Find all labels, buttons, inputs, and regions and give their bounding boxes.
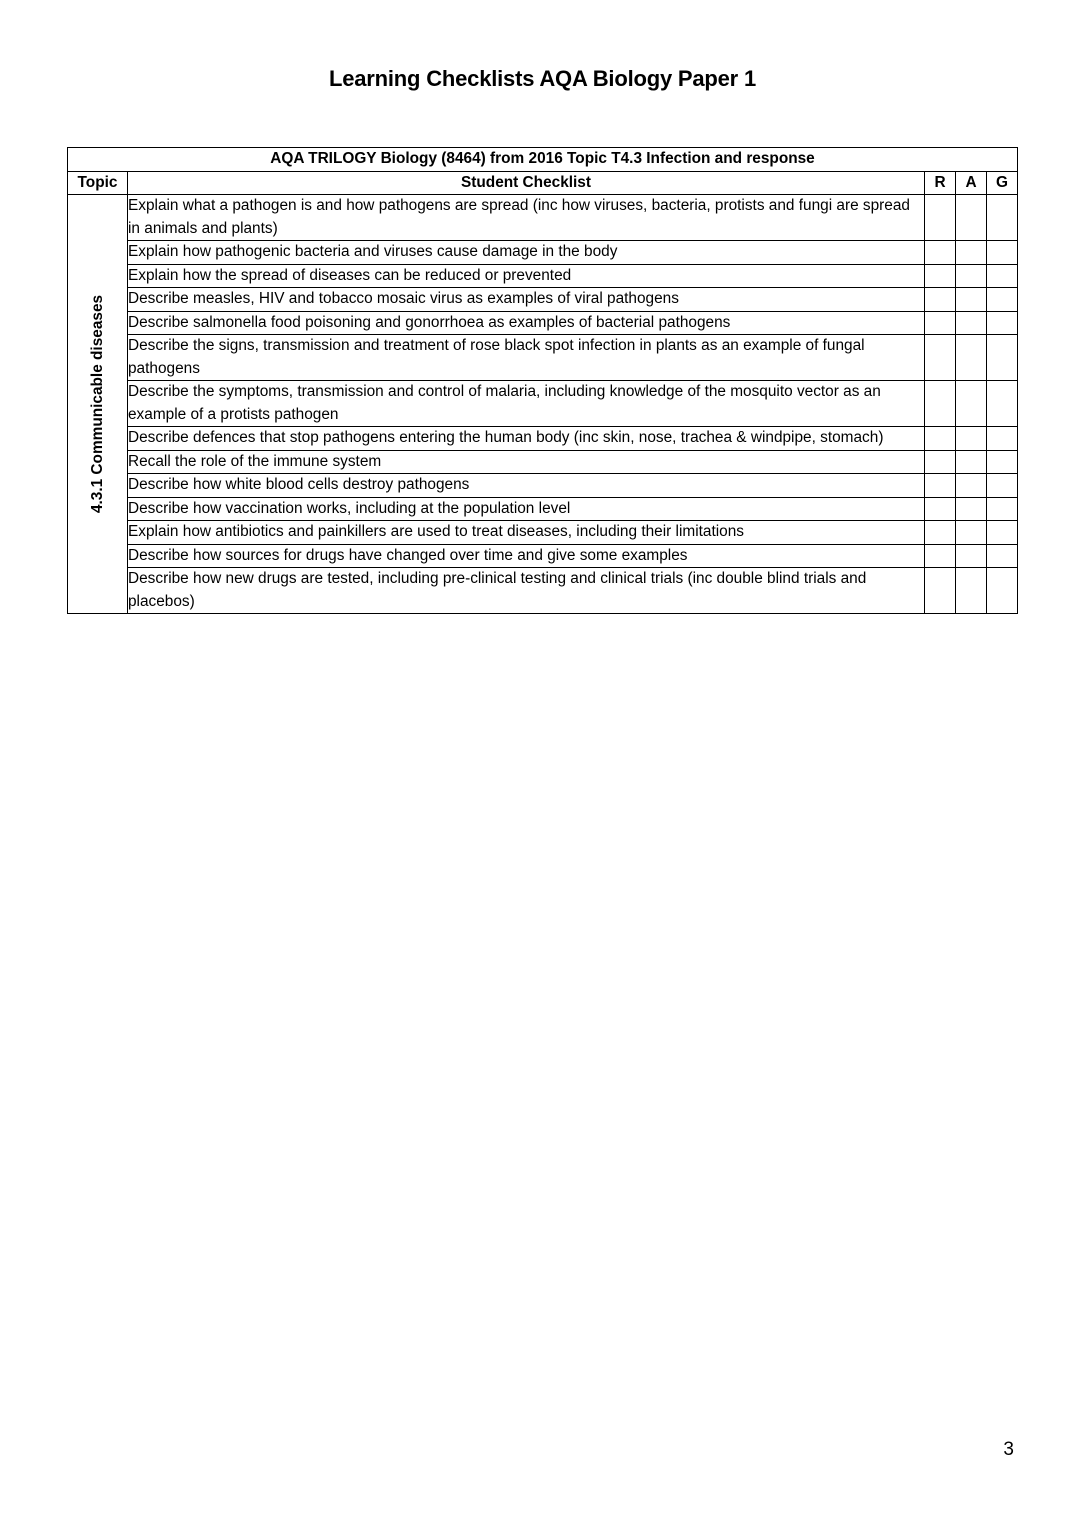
header-a: A — [956, 171, 987, 195]
checklist-item: Recall the role of the immune system — [128, 450, 925, 474]
rag-cell-r[interactable] — [925, 195, 956, 241]
rag-cell-r[interactable] — [925, 521, 956, 545]
table-caption-row — [68, 148, 1018, 172]
rag-cell-a[interactable] — [956, 311, 987, 335]
table-row — [68, 241, 1018, 265]
checklist-item: Describe the signs, transmission and treatment of rose black spot infection in plants as an example of fungal pathogens — [128, 335, 925, 381]
rag-cell-r[interactable] — [925, 264, 956, 288]
rag-cell-r[interactable] — [925, 311, 956, 335]
rag-cell-r[interactable] — [925, 568, 956, 614]
rag-cell-g[interactable] — [987, 450, 1018, 474]
rag-cell-g[interactable] — [987, 568, 1018, 614]
rag-cell-r[interactable] — [925, 335, 956, 381]
rag-cell-a[interactable] — [956, 474, 987, 498]
rag-cell-a[interactable] — [956, 544, 987, 568]
checklist-item: Describe the symptoms, transmission and control of malaria, including knowledge of the mosquito vector as an example of a protists pathogen — [128, 381, 925, 427]
rag-cell-g[interactable] — [987, 335, 1018, 381]
table-row — [68, 288, 1018, 312]
table-row — [68, 264, 1018, 288]
rag-cell-a[interactable] — [956, 568, 987, 614]
rag-cell-r[interactable] — [925, 497, 956, 521]
rag-cell-g[interactable] — [987, 195, 1018, 241]
rag-cell-g[interactable] — [987, 311, 1018, 335]
rag-cell-a[interactable] — [956, 195, 987, 241]
rag-cell-g[interactable] — [987, 264, 1018, 288]
rag-cell-g[interactable] — [987, 544, 1018, 568]
rag-cell-g[interactable] — [987, 474, 1018, 498]
rag-cell-a[interactable] — [956, 450, 987, 474]
checklist-item: Explain what a pathogen is and how pathogens are spread (inc how viruses, bacteria, protists and fungi are spread in animals and plants) — [128, 195, 925, 241]
header-student-checklist: Student Checklist — [128, 171, 925, 195]
rag-cell-a[interactable] — [956, 521, 987, 545]
rag-cell-r[interactable] — [925, 381, 956, 427]
rag-cell-a[interactable] — [956, 288, 987, 312]
checklist-item: Explain how the spread of diseases can be reduced or prevented — [128, 264, 925, 288]
rag-cell-g[interactable] — [987, 497, 1018, 521]
header-topic: Topic — [68, 171, 128, 195]
checklist-item: Explain how pathogenic bacteria and viruses cause damage in the body — [128, 241, 925, 265]
rag-cell-g[interactable] — [987, 288, 1018, 312]
header-r: R — [925, 171, 956, 195]
rag-cell-a[interactable] — [956, 381, 987, 427]
table-row — [68, 450, 1018, 474]
topic-cell — [68, 195, 128, 614]
checklist-item: Describe how vaccination works, including at the population level — [128, 497, 925, 521]
rag-cell-r[interactable] — [925, 474, 956, 498]
table-row — [68, 568, 1018, 614]
rag-cell-a[interactable] — [956, 264, 987, 288]
checklist-item: Explain how antibiotics and painkillers are used to treat diseases, including their limitations — [128, 521, 925, 545]
table-header-row — [68, 171, 1018, 195]
rag-cell-a[interactable] — [956, 241, 987, 265]
table-row — [68, 521, 1018, 545]
checklist-item: Describe measles, HIV and tobacco mosaic virus as examples of viral pathogens — [128, 288, 925, 312]
checklist-item: Describe how new drugs are tested, including pre-clinical testing and clinical trials (inc double blind trials and placebos) — [128, 568, 925, 614]
topic-label: 4.3.1 Communicable diseases — [88, 294, 106, 514]
header-g: G — [987, 171, 1018, 195]
rag-cell-r[interactable] — [925, 241, 956, 265]
checklist-item: Describe how sources for drugs have changed over time and give some examples — [128, 544, 925, 568]
rag-cell-r[interactable] — [925, 450, 956, 474]
table-row — [68, 497, 1018, 521]
rag-cell-r[interactable] — [925, 427, 956, 451]
table-row — [68, 195, 1018, 241]
rag-cell-g[interactable] — [987, 381, 1018, 427]
checklist-item: Describe how white blood cells destroy pathogens — [128, 474, 925, 498]
checklist-item: Describe salmonella food poisoning and gonorrhoea as examples of bacterial pathogens — [128, 311, 925, 335]
checklist-item: Describe defences that stop pathogens entering the human body (inc skin, nose, trachea & windpipe, stomach) — [128, 427, 925, 451]
table-row — [68, 311, 1018, 335]
rag-cell-g[interactable] — [987, 241, 1018, 265]
page-title: Learning Checklists AQA Biology Paper 1 — [328, 66, 756, 91]
table-row — [68, 381, 1018, 427]
table-row — [68, 335, 1018, 381]
table-caption: AQA TRILOGY Biology (8464) from 2016 Topic T4.3 Infection and response — [68, 148, 1018, 172]
rag-cell-r[interactable] — [925, 288, 956, 312]
rag-cell-g[interactable] — [987, 427, 1018, 451]
learning-checklist-table — [67, 147, 1018, 614]
table-row — [68, 427, 1018, 451]
page-number: 3 — [1003, 1439, 1014, 1460]
rag-cell-r[interactable] — [925, 544, 956, 568]
rag-cell-g[interactable] — [987, 521, 1018, 545]
table-row — [68, 544, 1018, 568]
rag-cell-a[interactable] — [956, 335, 987, 381]
rag-cell-a[interactable] — [956, 497, 987, 521]
rag-cell-a[interactable] — [956, 427, 987, 451]
table-row — [68, 474, 1018, 498]
